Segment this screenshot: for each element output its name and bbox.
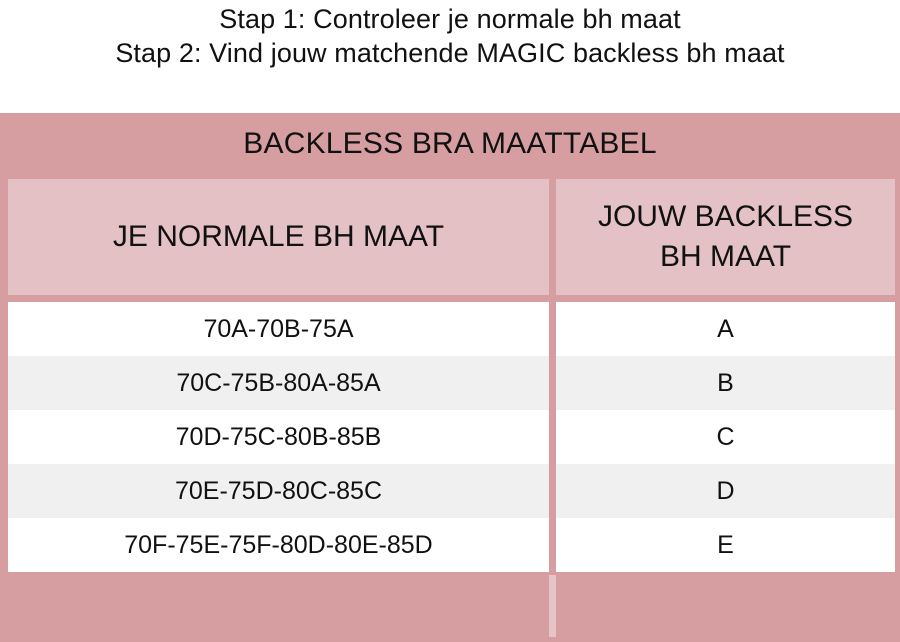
size-chart-table (0, 113, 900, 642)
header-normal-size-label: JE NORMALE BH MAAT (112, 220, 445, 253)
table-row-2-normal: 70C-75B-80A-85A (8, 356, 549, 410)
table-row-4-backless: D (556, 464, 895, 518)
header-normal-size (8, 179, 549, 295)
table-row-3-backless: C (556, 410, 895, 464)
table-row-1-backless: A (556, 302, 895, 356)
table-row-5-normal: 70F-75E-75F-80D-80E-85D (8, 518, 549, 572)
header-backless-size-line1: JOUW BACKLESS (597, 200, 854, 233)
header-backless-size (556, 179, 895, 295)
table-row-4-normal: 70E-75D-80C-85C (8, 464, 549, 518)
step-1-text: Stap 1: Controleer je normale bh maat (219, 4, 681, 34)
table-row-1-normal: 70A-70B-75A (8, 302, 549, 356)
table-row-5-backless: E (556, 518, 895, 572)
table-footer-right (556, 575, 895, 637)
table-footer-divider (549, 575, 556, 637)
table-footer-left (8, 575, 549, 637)
table-title: BACKLESS BRA MAATTABEL (243, 127, 657, 160)
intro-instructions (0, 0, 900, 113)
step-2-text: Stap 2: Vind jouw matchende MAGIC backless bh maat (115, 38, 785, 68)
table-row-3-normal: 70D-75C-80B-85B (8, 410, 549, 464)
table-row-2-backless: B (556, 356, 895, 410)
header-backless-size-line2: BH MAAT (659, 240, 792, 273)
